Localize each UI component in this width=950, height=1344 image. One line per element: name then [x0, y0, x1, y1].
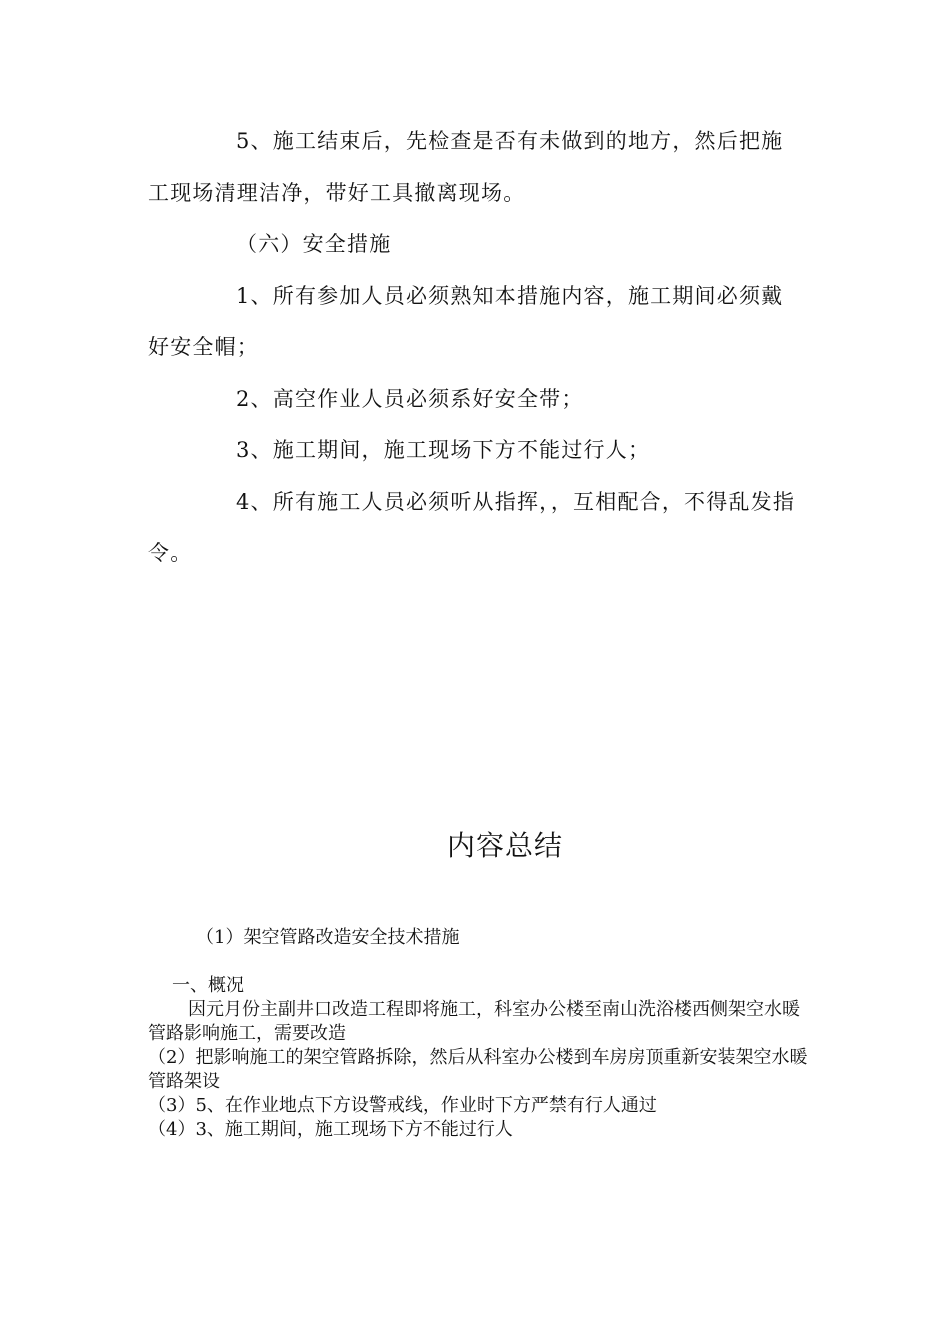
paragraph-step-5: 5、施工结束后，先检查是否有未做到的地方，然后把施工现场清理洁净，带好工具撤离现场。 [148, 129, 784, 205]
summary-item-2: （2）把影响施工的架空管路拆除，然后从科室办公楼到车房房顶重新安装架空水暖管路架设 [148, 1047, 808, 1092]
body-text [148, 116, 798, 580]
summary-section [148, 926, 808, 1142]
summary-item-4: （4）3、施工期间，施工现场下方不能过行人 [148, 1119, 513, 1140]
summary-item-3: （3）5、在作业地点下方设警戒线，作业时下方严禁有行人通过 [148, 1095, 657, 1116]
paragraph-safety-4: 4、所有施工人员必须听从指挥，，互相配合，不得乱发指令。 [148, 489, 796, 565]
summary-item-1: （1）架空管路改造安全技术措施 [196, 927, 460, 948]
summary-overview: 因元月份主副井口改造工程即将施工，科室办公楼至南山洗浴楼西侧架空水暖管路影响施工，需要改造 [148, 999, 800, 1044]
paragraph-safety-2: 2、高空作业人员必须系好安全带； [236, 386, 584, 411]
paragraph-safety-3: 3、施工期间，施工现场下方不能过行人； [236, 438, 651, 462]
paragraph-safety-1: 1、所有参加人员必须熟知本措施内容，施工期间必须戴好安全帽； [148, 283, 784, 359]
summary-title: 内容总结 [446, 829, 563, 862]
section-heading-safety: （六）安全措施 [236, 232, 392, 256]
summary-section-heading: 一、概况 [172, 975, 244, 996]
